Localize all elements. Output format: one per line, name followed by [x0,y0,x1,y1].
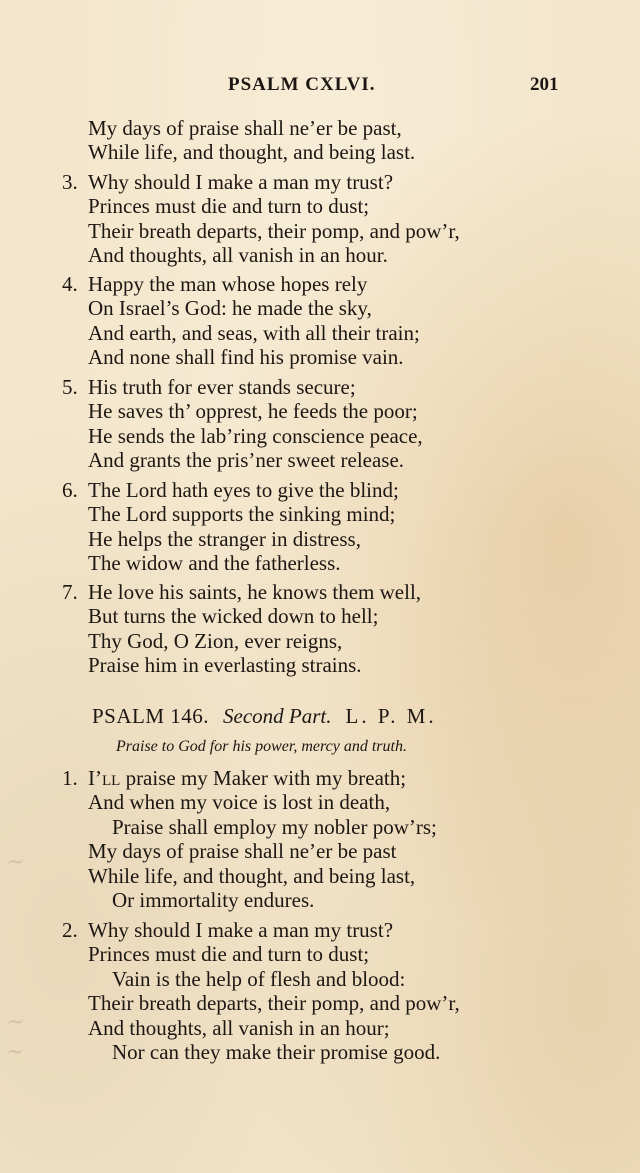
verse-line: Why should I make a man my trust? [88,918,394,942]
bleed-through-mark: ~ [6,1040,25,1065]
bleed-through-mark: ~ [6,1010,25,1035]
section-subtitle: Praise to God for his power, mercy and truth. [116,738,407,755]
verse-line: He helps the stranger in distress, [88,526,361,551]
verse-line: And thoughts, all vanish in an hour; [88,1015,390,1040]
verse-line: He saves th’ opprest, he feeds the poor; [88,399,418,424]
verse-line: Praise shall employ my nobler pow’rs; [112,814,437,839]
stanza-number: 6. [62,478,78,502]
verse-line: And thoughts, all vanish in an hour. [88,243,388,268]
running-head [0,74,640,102]
verse-line: The Lord hath eyes to give the blind; [88,478,399,502]
first-word: I’ll [88,766,121,790]
stanza-6 [62,478,562,576]
page-number: 201 [530,74,559,95]
verse-line: The Lord supports the sinking mind; [88,502,396,527]
verse-line: My days of praise shall ne’er be past [88,839,397,864]
verse-line: He sends the lab’ring conscience peace, [88,423,423,448]
verse-line: Happy the man whose hopes rely [88,272,368,296]
stanza-number: 7. [62,580,78,604]
verse-line: While life, and thought, and being last, [88,863,416,888]
verse-line: He love his saints, he knows them well, [88,580,422,604]
part-label: Second Part. [223,704,332,728]
psalm-number-heading: PSALM 146. [92,704,210,728]
verse-line: The widow and the fatherless. [88,551,341,576]
verse-line: And earth, and seas, with all their train; [88,320,420,345]
verse-line: Praise him in everlasting strains. [88,653,362,678]
running-title: PSALM CXLVI. [228,74,376,95]
section-heading [92,704,552,729]
verse-line: And grants the pris’ner sweet release. [88,448,405,473]
second-part-stanza-1 [62,766,562,912]
stanza-4 [62,272,562,370]
stanza-number: 2. [62,918,78,942]
bleed-through-mark: ~ [6,850,25,875]
stanza-number: 3. [62,170,78,194]
stanza-number: 1. [62,766,78,790]
verse-line: And none shall find his promise vain. [88,345,404,370]
verse-line: While life, and thought, and being last. [88,140,416,165]
verse-line: Vain is the help of flesh and blood: [112,966,406,991]
verse-line: Why should I make a man my trust? [88,170,394,194]
second-part-stanza-2 [62,918,562,1064]
verse-line: His truth for ever stands secure; [88,375,356,399]
verse-line: Their breath departs, their pomp, and pow’r, [88,991,460,1016]
stanza-7 [62,580,562,678]
verse-line: Their breath departs, their pomp, and pow’r, [88,218,460,243]
stanza-5 [62,375,562,473]
verse-line: Or immortality endures. [112,888,315,913]
verse-line: Princes must die and turn to dust; [88,942,370,967]
verse-line: My days of praise shall ne’er be past, [88,116,402,140]
stanza-3 [62,170,562,268]
verse-line: On Israel’s God: he made the sky, [88,296,372,321]
verse-line: Thy God, O Zion, ever reigns, [88,628,343,653]
verse-line: Princes must die and turn to dust; [88,194,370,219]
verse-line: And when my voice is lost in death, [88,790,391,815]
stanza-number: 5. [62,375,78,399]
stanza-continuation [62,116,562,165]
stanza-number: 4. [62,272,78,296]
meter-label: L. P. M. [345,704,437,728]
verse-line: Nor can they make their promise good. [112,1040,441,1065]
verse-line: But turns the wicked down to hell; [88,604,379,629]
verse-line: praise my Maker with my breath; [120,766,407,790]
